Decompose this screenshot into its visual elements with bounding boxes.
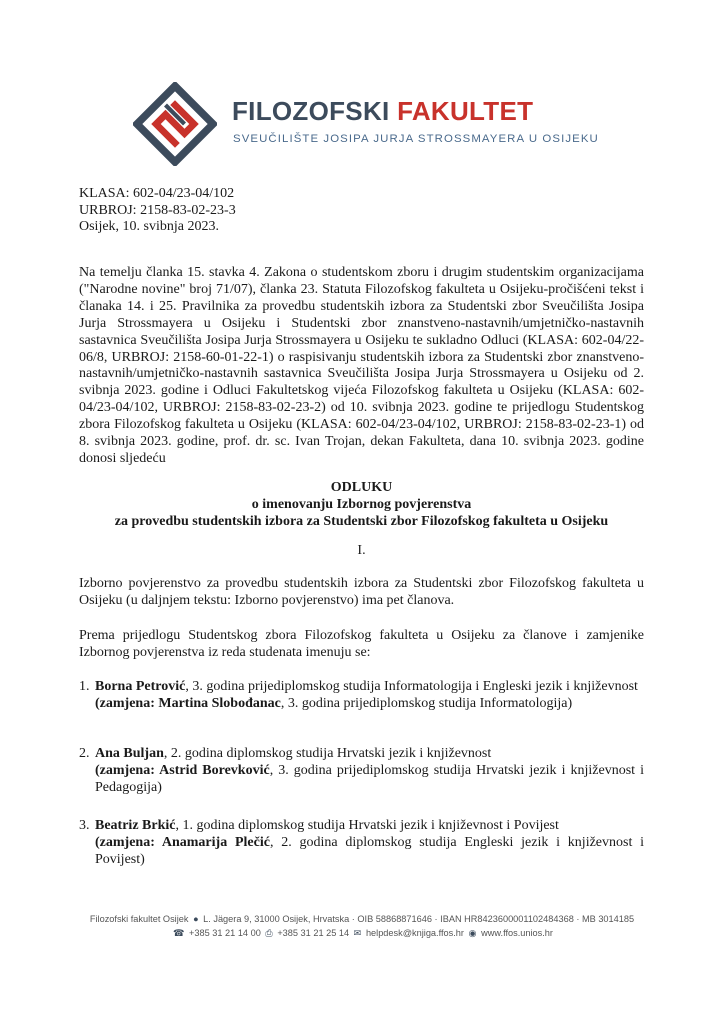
footer-line-2 <box>0 926 724 940</box>
footer-fax: +385 31 21 25 14 <box>277 928 350 938</box>
footer-web[interactable]: www.ffos.unios.hr <box>481 928 553 938</box>
member-desc: , 1. godina diplomskog studija Hrvatski jezik i književnost i Povijest <box>175 818 559 833</box>
phone-icon: ☎ <box>173 928 185 938</box>
list-item <box>79 817 644 868</box>
footer-mb: MB 3014185 <box>581 914 635 924</box>
deputy-label: (zamjena: Astrid Borevković <box>95 763 270 778</box>
member-name: Borna Petrović <box>95 679 186 694</box>
footer-oib: OIB 58868871646 <box>357 914 432 924</box>
faculty-logo-icon <box>133 82 217 166</box>
document-meta <box>79 186 236 236</box>
member-name: Ana Buljan <box>95 746 164 761</box>
list-item <box>79 678 644 712</box>
list-number: 1. <box>79 679 90 694</box>
fax-icon: ⎙ <box>265 928 273 938</box>
faculty-name <box>232 96 533 127</box>
footer-address: L. Jägera 9, 31000 Osijek, Hrvatska <box>203 914 350 924</box>
deputy-label: (zamjena: Anamarija Plečić <box>95 835 270 850</box>
place-date: Osijek, 10. svibnja 2023. <box>79 219 219 234</box>
location-pin-icon: ● <box>193 914 199 924</box>
footer-iban: IBAN HR8423600001102484368 <box>440 914 574 924</box>
footer <box>0 912 724 940</box>
list-number: 2. <box>79 746 90 761</box>
university-name: SVEUČILIŠTE JOSIPA JURJA STROSSMAYERA U OSIJEKU <box>233 133 599 145</box>
faculty-name-word1: FILOZOFSKI <box>232 96 390 126</box>
urbroj: URBROJ: 2158-83-02-23-3 <box>79 202 236 218</box>
decision-subject: za provedbu studentskih izbora za Studentski zbor Filozofskog fakulteta u Osijeku <box>114 514 609 529</box>
footer-phone: +385 31 21 14 00 <box>189 928 261 938</box>
deputy-label: (zamjena: Martina Slobođanac <box>95 696 281 711</box>
deputy-desc: , 3. godina prijediplomskog studija Informatologija) <box>280 696 573 711</box>
decision-subtitle: o imenovanju Izbornog povjerenstva <box>251 497 472 512</box>
list-number: 3. <box>79 818 90 833</box>
globe-icon: ◉ <box>468 928 477 938</box>
paragraph-composition: Izborno povjerenstvo za provedbu studentskih izbora za Studentski zbor Filozofskog fakulteta u Osijeku (u daljnjem tekstu: Izborno povjerenstvo) ima pet članova. <box>79 576 644 608</box>
paragraph-appointment: Prema prijedlogu Studentskog zbora Filozofskog fakulteta u Osijeku za članove i zamjenike Izbornog povjerenstva iz reda studenata imenuju se: <box>79 628 644 660</box>
deputy-desc: , 2. godina diplomskog studija Engleski jezik i književnost i Povijest) <box>95 835 645 867</box>
intro-paragraph: Na temelju članka 15. stavka 4. Zakona o studentskom zboru i drugim studentskim organizacijama ("Narodne novine" broj 71/07), članka 23. Statuta Filozofskog fakulteta u Osijeku-pročišćeni tekst i članaka 14. i 25. Pravilnika za provedbu studentskih izbora za Studentski zbor Sveučilišta Josipa Jurja Strossmayera u Osijeku i Studentski zbor znanstveno-nastavnih/umjetničko-nastavnih sastavnica Sveučilišta Josipa Jurja Strossmayera u Osijeku te sukladno Odluci (KLASA: 602-04/22-06/8, URBROJ: 2158-60-01-22-1) o raspisivanju studentskih izbora za Studentski zbor znanstveno-nastavnih/umjetničko-nastavnih sastavnica Sveučilišta Josipa Jurja Strossmayera u Osijeku od 2. svibnja 2023. godine i Odluci Fakultetskog vijeća Filozofskog fakulteta u Osijeku (KLASA: 602-04/23-04/102, URBROJ: 2158-83-02-23-2) od 10. svibnja 2023. godine te prijedlogu Studentskog zbora Filozofskog fakulteta u Osijeku (KLASA: 602-04/23-04/102, URBROJ: 2158-83-02-23-1) od 8. svibnja 2023. godine, prof. dr. sc. Ivan Trojan, dekan Fakulteta, dana 10. svibnja 2023. godine donosi sljedeću <box>79 265 644 466</box>
member-desc: , 2. godina diplomskog studija Hrvatski jezik i književnost <box>163 746 492 761</box>
section-number: I. <box>357 543 366 558</box>
footer-email[interactable]: helpdesk@knjiga.ffos.hr <box>365 928 464 938</box>
faculty-name-word2: FAKULTET <box>397 96 534 126</box>
footer-line-1: Filozofski fakultet Osijek ● L. Jägera 9, 31000 Osijek, Hrvatska · OIB 58868871646 · IBAN HR8423600001102484368 · MB 3014185 <box>89 914 635 924</box>
list-item <box>79 745 644 796</box>
footer-name: Filozofski fakultet Osijek <box>89 914 189 924</box>
decision-heading <box>79 479 644 530</box>
deputy-desc: , 3. godina prijediplomskog studija Hrvatski jezik i književnost i Pedagogija) <box>95 763 644 795</box>
member-name: Beatriz Brkić <box>95 818 176 833</box>
envelope-icon: ✉ <box>353 928 362 938</box>
member-desc: , 3. godina prijediplomskog studija Informatologija i Engleski jezik i književnost <box>185 679 638 694</box>
decision-title: ODLUKU <box>330 480 393 495</box>
klasa: KLASA: 602-04/23-04/102 <box>79 186 235 201</box>
